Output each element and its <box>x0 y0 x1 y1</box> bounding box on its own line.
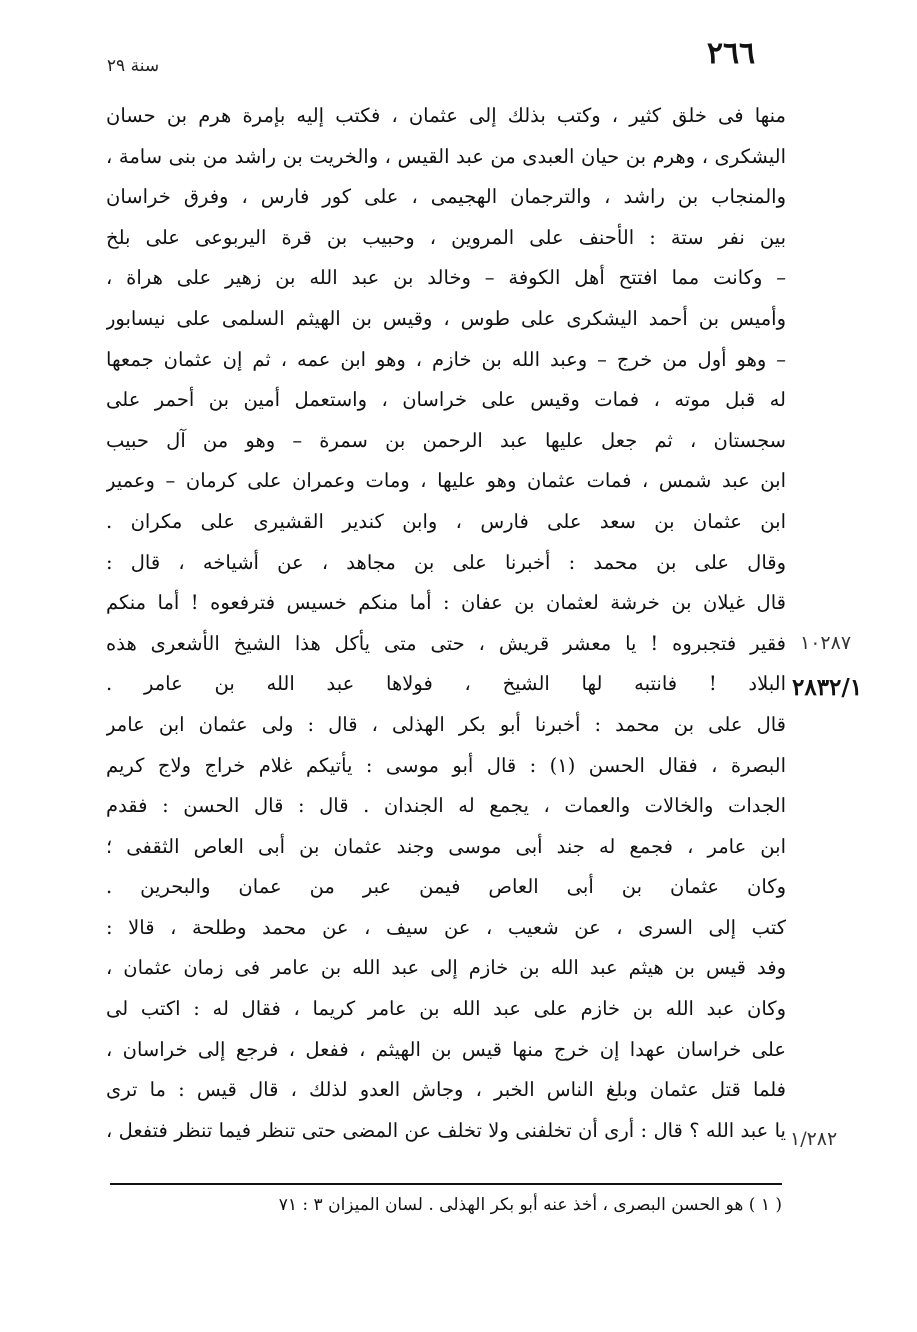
text-line: يا عبد الله ؟ قال : أرى أن تخلفنى ولا تخلف عن المضى حتى تنظر فيما تنظر فتفعل ، <box>106 1118 786 1142</box>
text-line: الجدات والخالات والعمات ، يجمع له الجندان . قال : قال الحسن : فقدم <box>106 794 786 818</box>
margin-reference: ١٠٢٨٧ <box>800 632 852 654</box>
text-line: وفد قيس بن هيثم عبد الله بن خازم إلى عبد الله بن عامر فى زمان عثمان ، <box>106 956 786 980</box>
margin-reference: ١/٢٨٢ <box>790 1128 838 1150</box>
text-line: اليشكرى ، وهرم بن حيان العبدى من عبد القيس ، والخريت بن راشد من بنى سامة ، <box>106 144 786 168</box>
text-line: كتب إلى السرى ، عن شعيب ، عن سيف ، عن محمد وطلحة ، قالا : <box>106 915 786 939</box>
text-line: والمنجاب بن راشد ، والترجمان الهجيمى ، على كور فارس ، وفرق خراسان <box>106 185 786 209</box>
footnote: ( ١ ) هو الحسن البصرى ، أخذ عنه أبو بكر الهذلى . لسان الميزان ٣ : ٧١ <box>278 1195 782 1215</box>
footnote-divider <box>110 1183 782 1185</box>
text-line: ابن عبد شمس ، فمات عثمان وهو عليها ، ومات وعمران على كرمان – وعمير <box>106 469 786 493</box>
page-number: ٢٦٦ <box>706 36 756 71</box>
text-line: – وكانت مما افتتح أهل الكوفة – وخالد بن عبد الله بن زهير على هراة ، <box>106 266 786 290</box>
text-line: ابن عامر ، فجمع له جند أبى موسى وجند عثمان بن أبى العاص الثقفى ؛ <box>106 834 786 858</box>
text-line: البصرة ، فقال الحسن (١) : قال أبو موسى : يأتيكم غلام خراج ولاج كريم <box>106 753 786 777</box>
text-line: قال على بن محمد : أخبرنا أبو بكر الهذلى ، قال : ولى عثمان ابن عامر <box>106 712 786 736</box>
text-line: منها فى خلق كثير ، وكتب بذلك إلى عثمان ، فكتب إليه بإمرة هرم بن حسان <box>106 104 786 127</box>
text-line: ابن عثمان بن سعد على فارس ، وابن كندير القشيرى على مكران . <box>106 509 786 533</box>
text-line: فقير فتجبروه ! يا معشر قريش ، حتى متى يأكل هذا الشيخ الأشعرى هذه <box>106 631 786 655</box>
text-line: وكان عبد الله بن خازم على عبد الله بن عامر كريما ، فقال له : اكتب لى <box>106 997 786 1021</box>
text-line: بين نفر ستة : الأحنف على المروين ، وحبيب بن قرة اليربوعى على بلخ <box>106 225 786 249</box>
text-line: قال غيلان بن خرشة لعثمان بن عفان : أما منكم خسيس فترفعوه ! أما منكم <box>106 591 786 615</box>
text-line: وكان عثمان بن أبى العاص فيمن عبر من عمان والبحرين . <box>106 875 786 899</box>
text-line: البلاد ! فانتبه لها الشيخ ، فولاها عبد الله بن عامر . <box>106 672 786 696</box>
body-text <box>106 96 786 1176</box>
text-line: وأميس بن أحمد اليشكرى على طوس ، وقيس بن الهيثم السلمى على نيسابور <box>106 306 786 330</box>
text-line: فلما قتل عثمان وبلغ الناس الخبر ، وجاش العدو لذلك ، قال قيس : ما ترى <box>106 1078 786 1102</box>
text-line: وقال على بن محمد : أخبرنا على بن مجاهد ، عن أشياخه ، قال : <box>106 550 786 574</box>
text-line: – وهو أول من خرج – وعبد الله بن خازم ، وهو ابن عمه ، ثم إن عثمان جمعها <box>106 347 786 371</box>
margin-reference: ٢٨٣٢/١ <box>792 674 863 701</box>
year-heading: سنة ٢٩ <box>106 56 160 76</box>
text-line: على خراسان عهدا إن خرج منها قيس بن الهيثم ، ففعل ، فرجع إلى خراسان ، <box>106 1037 786 1061</box>
text-line: سجستان ، ثم جعل عليها عبد الرحمن بن سمرة – وهو من آل حبيب <box>106 428 786 452</box>
text-line: له قبل موته ، فمات وقيس على خراسان ، واستعمل أمين بن أحمر على <box>106 388 786 412</box>
